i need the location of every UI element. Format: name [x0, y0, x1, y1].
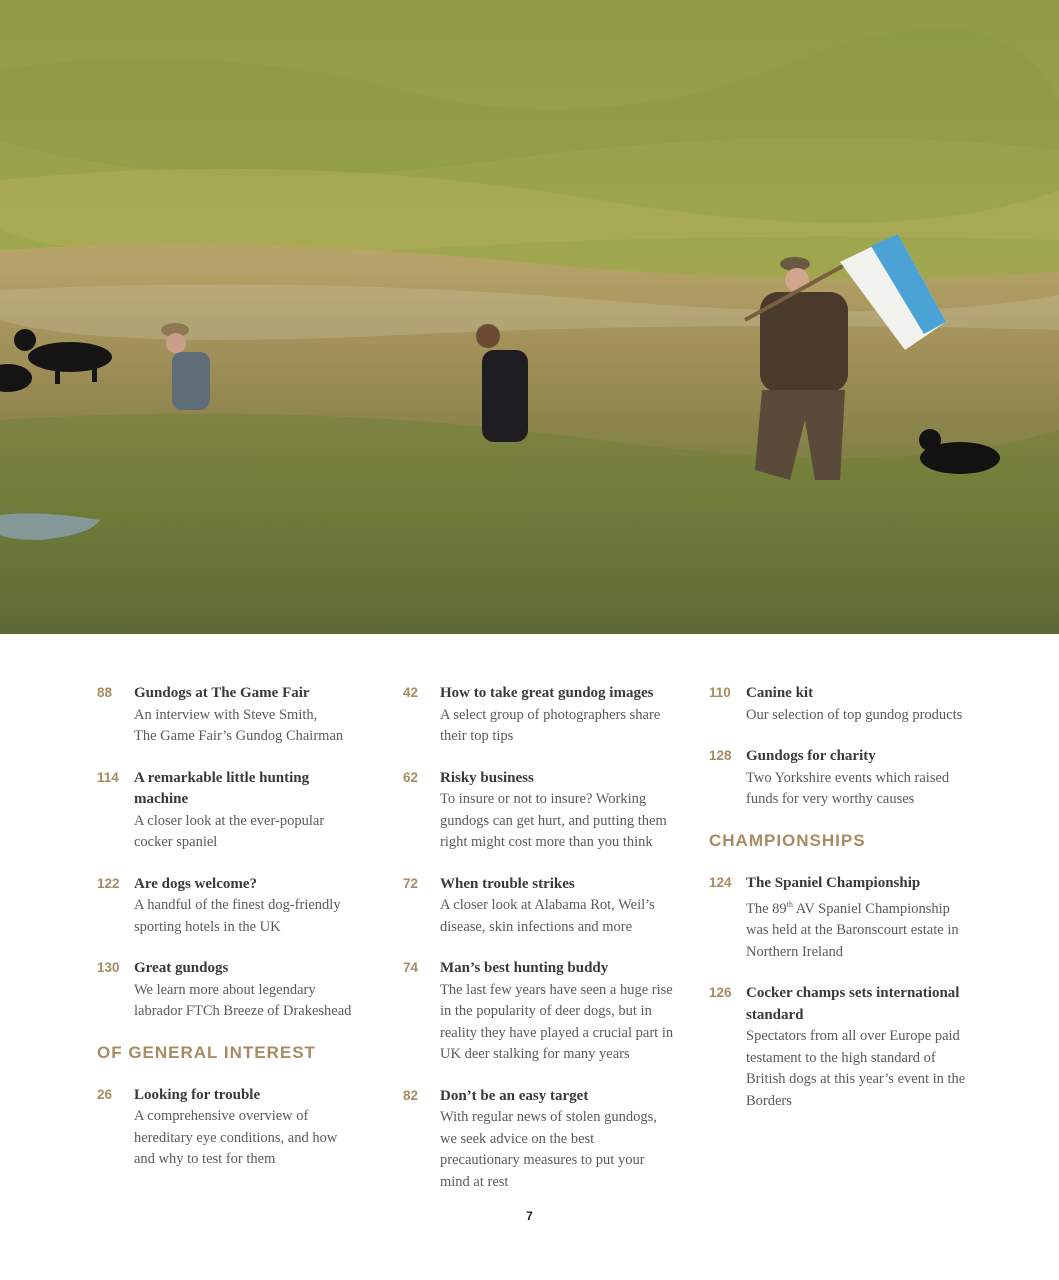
contents-column-3: [709, 683, 999, 1132]
entry-description: We learn more about legendary labrador FTCh Breeze of Drakeshead: [134, 981, 352, 1019]
contents-entry[interactable]: [709, 683, 999, 726]
hero-photo: [0, 0, 1059, 634]
entry-title: How to take great gundog images: [440, 685, 654, 701]
contents-column-2: [403, 683, 693, 1213]
page-ref: 110: [709, 685, 731, 700]
entry-description: A closer look at Alabama Rot, Weil’s disease, skin infections and more: [440, 897, 655, 935]
contents-entry[interactable]: [709, 873, 999, 964]
contents-entry[interactable]: [97, 958, 387, 1023]
entry-title: The Spaniel Championship: [746, 874, 921, 891]
entry-description: Our selection of top gundog products: [746, 706, 963, 723]
contents-entry[interactable]: [403, 768, 693, 854]
contents-entry[interactable]: [97, 683, 387, 748]
contents-entry[interactable]: [403, 958, 693, 1066]
entry-title: Great gundogs: [134, 960, 229, 976]
page-ref: 74: [403, 960, 419, 975]
section-heading: CHAMPIONSHIPS: [709, 830, 866, 850]
page-ref: 124: [709, 874, 732, 890]
entry-description: An interview with Steve Smith, The Game Fair’s Gundog Chairman: [134, 706, 344, 744]
entry-title: Gundogs for charity: [746, 748, 876, 764]
page-ref: 126: [709, 985, 732, 1001]
contents-entry[interactable]: [403, 1086, 693, 1194]
page-ref: 88: [97, 685, 113, 700]
entry-description: The 89th AV Spaniel Championship was held at the Baronscourt estate in Northern Ireland: [746, 900, 959, 960]
section-heading: OF GENERAL INTEREST: [97, 1042, 316, 1062]
entry-title: Don’t be an easy target: [440, 1087, 589, 1104]
entry-title: Are dogs welcome?: [134, 875, 258, 892]
page-number: 7: [526, 1209, 533, 1223]
page-ref: 130: [97, 960, 120, 975]
page-ref: 42: [403, 685, 419, 700]
contents-entry[interactable]: [97, 768, 387, 854]
page-ref: 62: [403, 769, 419, 785]
page-ref: 82: [403, 1087, 419, 1103]
entry-description: With regular news of stolen gundogs, we seek advice on the best precautionary measures to put your mind at rest: [440, 1109, 657, 1190]
entry-title: Cocker champs sets international standard: [746, 985, 960, 1023]
entry-description: A select group of photographers share their top tips: [440, 706, 661, 744]
entry-description: A closer look at the ever-popular cocker spaniel: [134, 812, 325, 850]
entry-description: Two Yorkshire events which raised funds for very worthy causes: [746, 769, 950, 807]
contents-entry[interactable]: [709, 746, 999, 811]
entry-description: The last few years have seen a huge rise in the popularity of deer dogs, but in reality they have played a crucial part in UK deer stalking for many years: [440, 981, 674, 1062]
contents-entry[interactable]: [97, 874, 387, 939]
entry-title: Canine kit: [746, 685, 814, 701]
contents-entry[interactable]: [709, 983, 999, 1112]
page-ref: 26: [97, 1086, 113, 1102]
entry-title: Man’s best hunting buddy: [440, 960, 609, 976]
entry-description: A handful of the finest dog-friendly sporting hotels in the UK: [134, 897, 341, 935]
entry-title: Gundogs at The Game Fair: [134, 685, 310, 701]
contents-entry[interactable]: [97, 1085, 387, 1171]
contents-entry[interactable]: [403, 683, 693, 748]
entry-title: Looking for trouble: [134, 1086, 261, 1103]
entry-description: Spectators from all over Europe paid testament to the high standard of British dogs at this year’s event in the Borders: [746, 1028, 966, 1109]
page-ref: 128: [709, 748, 732, 763]
contents-column-1: [97, 683, 387, 1191]
entry-title: Risky business: [440, 769, 534, 786]
contents-entry[interactable]: [403, 874, 693, 939]
page-ref: 72: [403, 875, 419, 891]
entry-title: When trouble strikes: [440, 875, 575, 892]
page-ref: 114: [97, 769, 119, 785]
entry-description: To insure or not to insure? Working gundogs can get hurt, and putting them right might cost more than you think: [440, 791, 667, 850]
entry-title: A remarkable little hunting machine: [134, 769, 310, 807]
page-ref: 122: [97, 875, 120, 891]
moorland-photo: [0, 0, 1059, 634]
entry-description: A comprehensive overview of hereditary eye conditions, and how and why to test for them: [134, 1108, 338, 1167]
